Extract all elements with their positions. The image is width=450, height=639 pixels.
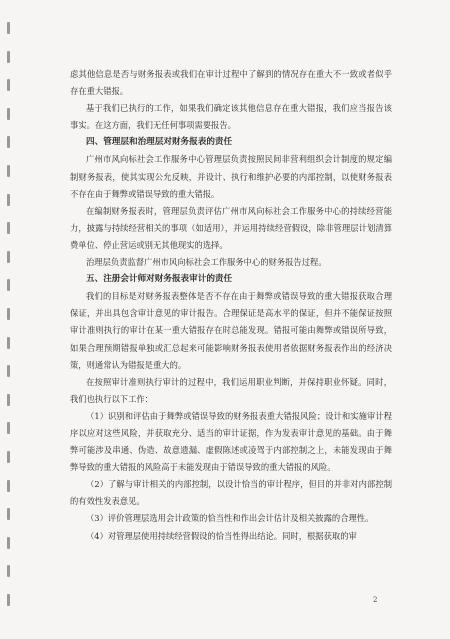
list-paragraph: （1）识别和评估由于舞弊或错误导致的财务报表重大错报风险；设计和实施审计程序以应对这些风险，并获取充分、适当的审计证据，作为发表审计意见的基础。由于舞弊可能涉及串通、伪造、故意遗漏、虚假陈述或凌驾于内部控制之上，未能发现由于舞弊导致的重大错报的风险高于未能发现由于错误导致的重大错报的风险。 — [70, 410, 392, 473]
binding-hole-mark — [7, 422, 10, 434]
binding-hole-mark — [7, 537, 10, 549]
list-paragraph: （4）对管理层使用持续经营假设的恰当性得出结论。同时，根据获取的审 — [86, 530, 357, 541]
binding-hole-mark — [7, 365, 10, 377]
section-heading: 四、管理层和治理层对财务报表的责任 — [86, 137, 233, 148]
paragraph: 治理层负责监督广州市风向标社会工作服务中心的财务报告过程。 — [86, 257, 327, 268]
binding-hole-mark — [7, 51, 10, 63]
binding-hole-mark — [7, 108, 10, 120]
binding-hole-mark — [7, 279, 10, 291]
binding-hole-mark — [7, 22, 10, 34]
page-body — [70, 66, 392, 545]
binding-hole-mark — [7, 194, 10, 206]
list-paragraph: （2）了解与审计相关的内部控制，以设计恰当的审计程序，但目的并非对内部控制的有效性发表意见。 — [70, 479, 392, 507]
paragraph: 我们的目标是对财务报表整体是否不存在由于舞弊或错误导致的重大错报获取合理保证，并出具包含审计意见的审计报告。合理保证是高水平的保证，但并不能保证按照审计准则执行的审计在某一重大错报存在时总能发现。错报可能由舞弊或错误所导致，如果合理预期错报单独或汇总起来可能影响财务报表使用者依据财务报表作出的经济决策，则通常认为错报是重大的。 — [70, 291, 392, 370]
list-paragraph: （3）评价管理层选用会计政策的恰当性和作出会计估计及相关披露的合理性。 — [86, 513, 374, 524]
binding-hole-mark — [7, 480, 10, 492]
binding-hole-mark — [7, 308, 10, 320]
paragraph: 在编制财务报表时，管理层负责评估广州市风向标社会工作服务中心的持续经营能力，披露与持续经营相关的事项（如适用），并运用持续经营假设，除非管理层计划清算费单位、停止营运或别无其他现实的选择。 — [70, 205, 392, 250]
paragraph: 在按照审计准则执行审计的过程中，我们运用职业判断，并保持职业怀疑。同时，我们也执行以下工作： — [70, 376, 392, 404]
page-number: 2 — [373, 596, 378, 604]
binding-hole-mark — [7, 222, 10, 234]
binding-hole-mark — [7, 251, 10, 263]
binding-hole-mark — [7, 337, 10, 349]
binding-holes — [6, 22, 16, 622]
binding-hole-mark — [7, 136, 10, 148]
binding-hole-mark — [7, 451, 10, 463]
binding-hole-mark — [7, 165, 10, 177]
section-heading: 五、注册会计师对财务报表审计的责任 — [86, 274, 233, 285]
paragraph: 基于我们已执行的工作，如果我们确定该其他信息存在重大错报，我们应当报告该事实。在这方面，我们无任何事项需要报告。 — [70, 103, 392, 131]
paragraph: 虑其他信息是否与财务报表或我们在审计过程中了解到的情况存在重大不一致或者似乎存在重大错报。 — [70, 69, 392, 97]
binding-hole-mark — [7, 594, 10, 606]
binding-hole-mark — [7, 79, 10, 91]
binding-hole-mark — [7, 394, 10, 406]
binding-hole-mark — [7, 565, 10, 577]
binding-hole-mark — [7, 508, 10, 520]
paragraph: 广州市风向标社会工作服务中心管理层负责按照民间非营利组织会计制度的规定编制财务报表，使其实现公允反映，并设计、执行和维护必要的内部控制，以使财务报表不存在由于舞弊或错误导致的重大错报。 — [70, 154, 392, 199]
